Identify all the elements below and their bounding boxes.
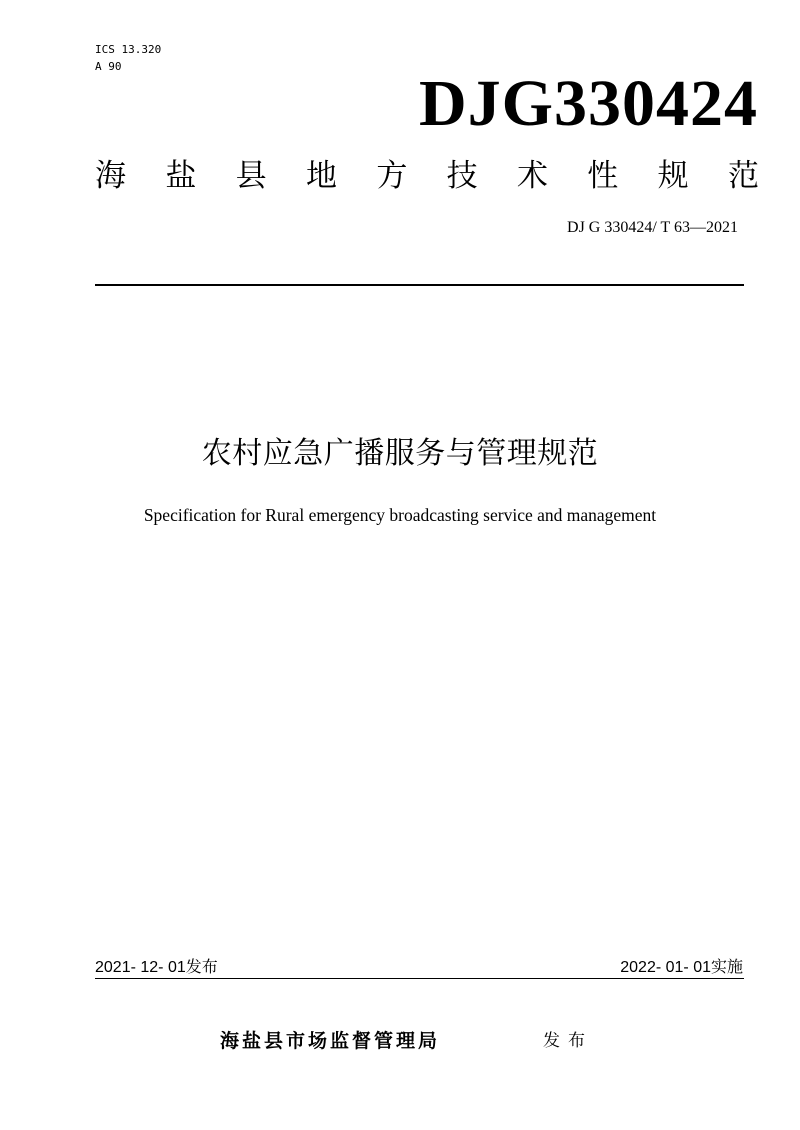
standard-type-char: 盐 — [165, 158, 197, 194]
standard-type-char: 地 — [305, 158, 337, 194]
publisher-name: 海盐县市场监督管理局 — [220, 1030, 441, 1052]
standard-type-char: 性 — [587, 158, 619, 194]
standard-type-char: 技 — [446, 158, 478, 194]
classification-codes — [95, 41, 161, 75]
ics-code: ICS 13.320 — [95, 43, 162, 56]
standard-type-char: 海 — [95, 158, 126, 194]
issue-date: 2021- 12- 01发布 — [95, 959, 218, 976]
standard-type-char: 术 — [516, 158, 548, 194]
ccs-code: A 90 — [95, 60, 122, 73]
document-title-chinese: 农村应急广播服务与管理规范 — [201, 436, 599, 471]
standard-code: DJG330424 — [419, 67, 758, 140]
standard-type-char: 规 — [657, 158, 689, 194]
standard-type-title — [95, 152, 759, 200]
header-divider — [95, 284, 744, 286]
implementation-date: 2022- 01- 01实施 — [620, 959, 743, 976]
footer-divider — [95, 978, 744, 979]
standard-number: DJ G 330424/ T 63—2021 — [567, 219, 738, 236]
standard-type-char: 方 — [376, 158, 408, 194]
document-title-english: Specification for Rural emergency broadcasting service and management — [143, 505, 657, 525]
standard-type-char: 范 — [727, 158, 759, 194]
standard-type-char: 县 — [235, 158, 267, 194]
publisher-action: 发布 — [543, 1031, 593, 1051]
